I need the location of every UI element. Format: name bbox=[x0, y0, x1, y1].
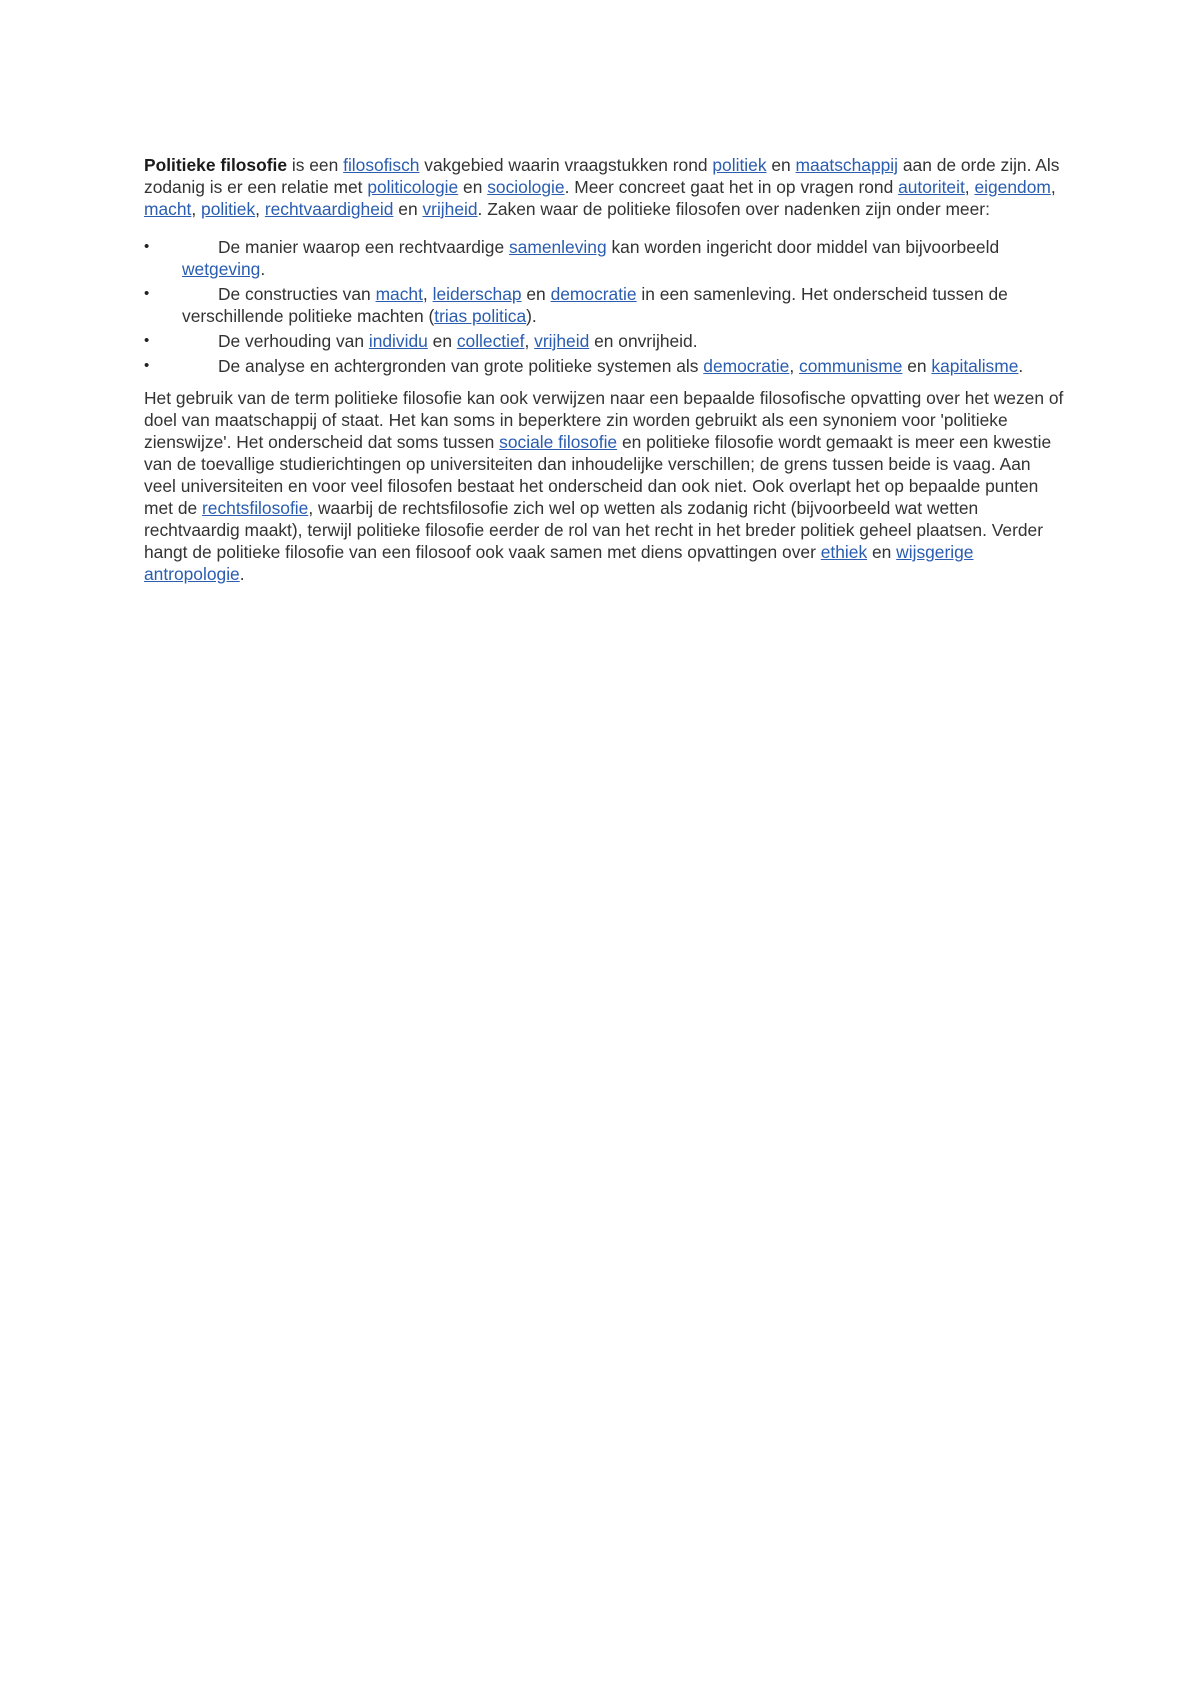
text-span: en bbox=[393, 199, 423, 219]
list-item bbox=[144, 283, 1066, 327]
link-politiek-2[interactable]: politiek bbox=[201, 199, 256, 219]
list-item bbox=[144, 330, 1066, 352]
link-kapitalisme[interactable]: kapitalisme bbox=[931, 356, 1019, 376]
text-span: . bbox=[239, 564, 245, 584]
text-span: . Meer concreet gaat het in op vragen rond bbox=[564, 177, 899, 197]
bullet-marker: • bbox=[144, 238, 150, 255]
text-span: , bbox=[191, 199, 202, 219]
link-trias-politica[interactable]: trias politica bbox=[434, 306, 527, 326]
text-span: . bbox=[1018, 356, 1024, 376]
text-span: in een samenleving. Het onderscheid tussen de verschillende politieke machten ( bbox=[182, 284, 1008, 326]
link-rechtvaardigheid[interactable]: rechtvaardigheid bbox=[264, 199, 394, 219]
bullet-marker: • bbox=[144, 357, 150, 374]
link-macht-2[interactable]: macht bbox=[375, 284, 423, 304]
link-filosofisch[interactable]: filosofisch bbox=[343, 155, 420, 175]
link-autoriteit[interactable]: autoriteit bbox=[898, 177, 965, 197]
text-span: en bbox=[867, 542, 897, 562]
link-collectief[interactable]: collectief bbox=[456, 331, 525, 351]
link-maatschappij[interactable]: maatschappij bbox=[795, 155, 899, 175]
article-term: Politieke filosofie bbox=[144, 155, 288, 175]
text-span: Het gebruik van de term politieke filosofie kan ook verwijzen naar een bepaalde filosofische opvatting over het wezen of doel van maatschappij of staat. Het kan soms in beperktere zin worden gebruikt als een synoniem voor 'politieke zienswijze'. Het onderscheid dat soms tussen bbox=[144, 388, 1064, 452]
link-rechtsfilosofie[interactable]: rechtsfilosofie bbox=[202, 498, 309, 518]
text-span: ). bbox=[526, 306, 537, 326]
text-span: is een bbox=[287, 155, 344, 175]
link-democratie[interactable]: democratie bbox=[550, 284, 637, 304]
text-span: en politieke filosofie wordt gemaakt is meer een kwestie van de toevallige studierichtingen op universiteiten dan inhoudelijke verschillen; de grens tussen beide is vaag. Aan veel universiteiten en voor veel filosofen bestaat het onderscheid dan ook niet. Ook overlapt het op bepaalde punten met de bbox=[144, 432, 1052, 518]
text-span: vakgebied waarin vraagstukken rond bbox=[419, 155, 713, 175]
link-politicologie[interactable]: politicologie bbox=[367, 177, 459, 197]
text-span: en bbox=[427, 331, 457, 351]
intro-paragraph bbox=[144, 154, 1066, 220]
topics-list bbox=[144, 236, 1066, 377]
bullet-marker: • bbox=[144, 285, 150, 302]
text-span: , bbox=[524, 331, 535, 351]
body-paragraph bbox=[144, 387, 1066, 585]
bullet-marker: • bbox=[144, 332, 150, 349]
link-vrijheid-2[interactable]: vrijheid bbox=[534, 331, 590, 351]
link-eigendom[interactable]: eigendom bbox=[974, 177, 1051, 197]
text-span: De analyse en achtergronden van grote politieke systemen als bbox=[218, 356, 704, 376]
text-span: , bbox=[1050, 177, 1056, 197]
link-sociologie[interactable]: sociologie bbox=[487, 177, 565, 197]
text-span: , bbox=[422, 284, 433, 304]
link-ethiek[interactable]: ethiek bbox=[820, 542, 868, 562]
text-span: , waarbij de rechtsfilosofie zich wel op wetten als zodanig richt (bijvoorbeeld wat wetten rechtvaardig maakt), terwijl politieke filosofie eerder de rol van het recht in het breder politiek geheel plaatsen. Verder hangt de politieke filosofie van een filosoof ook vaak samen met diens opvattingen over bbox=[144, 498, 1044, 562]
link-leiderschap[interactable]: leiderschap bbox=[432, 284, 522, 304]
link-wetgeving[interactable]: wetgeving bbox=[182, 259, 261, 279]
text-span: en bbox=[521, 284, 551, 304]
text-span: , bbox=[789, 356, 799, 376]
text-span: aan de orde zijn. Als zodanig is er een relatie met bbox=[144, 155, 1060, 197]
link-macht[interactable]: macht bbox=[144, 199, 192, 219]
text-span: . bbox=[260, 259, 266, 279]
link-sociale-filosofie[interactable]: sociale filosofie bbox=[499, 432, 618, 452]
link-wijsgerige-antropologie[interactable]: wijsgerige antropologie bbox=[144, 542, 974, 584]
text-span: , bbox=[964, 177, 975, 197]
text-span: kan worden ingericht door middel van bijvoorbeeld bbox=[606, 237, 1000, 257]
link-democratie-2[interactable]: democratie bbox=[703, 356, 790, 376]
text-span: . Zaken waar de politieke filosofen over nadenken zijn onder meer: bbox=[477, 199, 990, 219]
link-politiek[interactable]: politiek bbox=[712, 155, 767, 175]
link-vrijheid[interactable]: vrijheid bbox=[422, 199, 478, 219]
text-span: en onvrijheid. bbox=[589, 331, 698, 351]
text-span: De verhouding van bbox=[218, 331, 369, 351]
link-communisme[interactable]: communisme bbox=[799, 356, 903, 376]
text-span: De constructies van bbox=[218, 284, 376, 304]
text-span: en bbox=[902, 356, 932, 376]
text-span: en bbox=[766, 155, 796, 175]
document-content bbox=[144, 154, 1066, 585]
text-span: De manier waarop een rechtvaardige bbox=[218, 237, 509, 257]
list-item bbox=[144, 236, 1066, 280]
text-span: en bbox=[458, 177, 488, 197]
list-item bbox=[144, 355, 1066, 377]
link-samenleving[interactable]: samenleving bbox=[508, 237, 607, 257]
text-span: , bbox=[255, 199, 265, 219]
link-individu[interactable]: individu bbox=[368, 331, 428, 351]
